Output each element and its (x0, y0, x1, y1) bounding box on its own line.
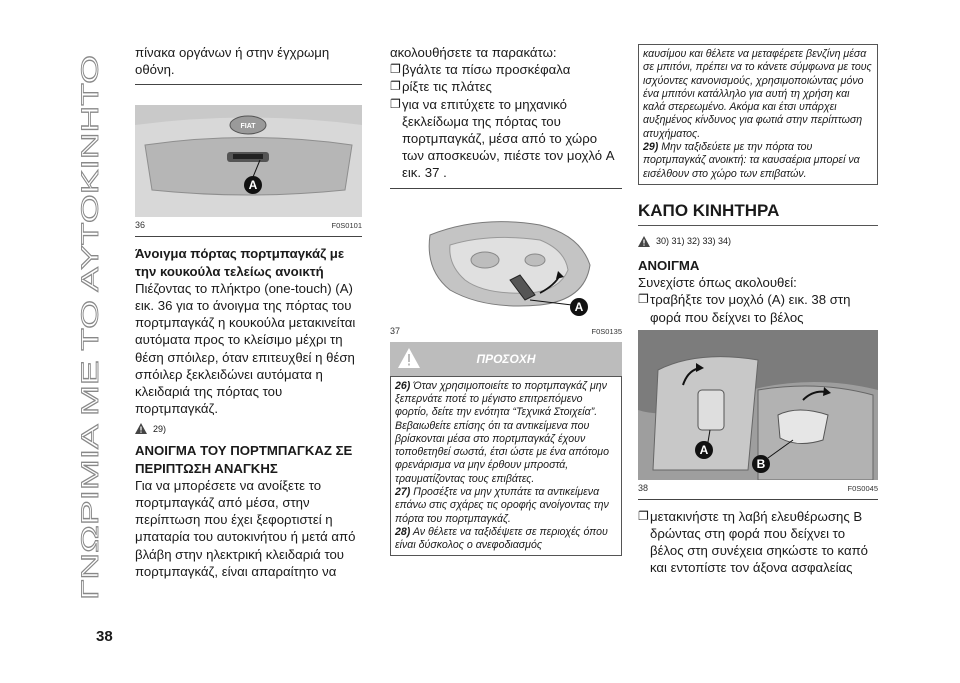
list-item: ❐ μετακινήστε τη λαβή ελευθέρωσης B δρώντας στη φορά που δείχνει το βέλος στη συνέχεια σηκώστε το καπό και εντοπίστε τον άξονα ασφαλείας (638, 508, 869, 576)
callout-b-label: B (756, 456, 766, 471)
figure-number: 37 (390, 325, 401, 336)
col3-intro: Συνεχίστε όπως ακολουθεί: (638, 275, 797, 291)
svg-text:FIAT: FIAT (240, 123, 256, 131)
column-1 (135, 44, 362, 580)
bullet-icon: ❐ (390, 79, 401, 94)
figure-caption (135, 220, 362, 230)
warning-item: καυσίμου και θέλετε να μεταφέρετε βενζίνη μέσα σε μπιτόνι, πρέπει να το κάνετε σύμφωνα με τους ισχύοντες κανονισμούς, χρησιμοποιώντας μόνο ένα μπιτόνι κατάλληλο για αυτή τη χρήση και καλά στερεωμένο. Ακόμα και έτσι υπάρχει αυξημένος κίνδυνος για φωτιά στην περίπτωση ατυχήματος. (643, 48, 872, 140)
column-3 (638, 44, 878, 577)
heading-open-trunk-roof: Άνοιγμα πόρτας πορτμπαγκάζ με την κουκούλα τελείως ανοικτή (135, 246, 345, 279)
warning-item: 26) Όταν χρησιμοποιείτε το πορτμπαγκάζ μην ξεπερνάτε ποτέ το μέγιστο επιτρεπόμενο φορτίο, δείτε την ενότητα “Τεχνικά Στοιχεία”. Βεβαιωθείτε επίσης ότι τα αντικείμενα που βρίσκονται μέσα στο πορτμπαγκάζ έχουν τοποθετηθεί σωστά, έτσι ώστε με ένα απότομο φρενάρισμα να μην έρθουν μπροστά, τραυματίζοντας τους επιβάτες. (395, 379, 609, 485)
warning-box (390, 376, 622, 557)
warning-box-continued (638, 44, 878, 185)
warning-references (638, 236, 878, 247)
paragraph-emergency-open: Για να μπορέσετε να ανοίξετε το πορτμπαγκάζ από μέσα, στην περίπτωση που έχει ξεφορτιστεί η μπαταρία του αυτοκινήτου ή μετά από βλάβη στην ηλεκτρική κλειδαριά του πορτμπαγκάζ, είναι απαραίτητο να (135, 477, 356, 579)
warning-triangle-icon (398, 348, 420, 368)
section-title: ΚΑΠΟ ΚΙΝΗΤΗΡΑ (638, 201, 878, 226)
side-title-text: ΓΝΩΡΙΜΙΑ ΜΕ ΤΟ ΑΥΤΟΚΙΝΗΤΟ (77, 246, 104, 600)
hood-release-illustration (638, 330, 878, 480)
figure-38 (638, 330, 878, 493)
list-item: ❐ ρίξτε τις πλάτες (390, 79, 492, 95)
list-item: ❐ για να επιτύχετε το μηχανικό ξεκλείδωμα της πόρτας του πορτμπαγκάζ, μέσα από το χώρο των αποσκευών, πιέστε τον μοχλό A εικ. 37 . (390, 96, 614, 181)
heading-opening: ΑΝΟΙΓΜΑ (638, 257, 700, 273)
side-chapter-title (68, 40, 108, 600)
figure-caption (638, 483, 878, 493)
col1-intro: πίνακα οργάνων ή στην έγχρωμη οθόνη. (135, 45, 330, 78)
warning-title: ΠΡΟΣΟΧΗ (476, 351, 536, 366)
warning-header (390, 342, 622, 376)
figure-code: F0S0101 (331, 221, 362, 231)
divider (638, 499, 878, 500)
bullet-icon: ❐ (638, 508, 649, 523)
warning-item: 28) Αν θέλετε να ταξιδέψετε σε περιοχές όπου είναι δύσκολος ο ανεφοδιασμός (395, 525, 608, 552)
bullet-icon: ❐ (390, 96, 401, 111)
col2-intro: ακολουθήσετε τα παρακάτω: (390, 45, 557, 60)
list-item: ❐ βγάλτε τα πίσω προσκέφαλα (390, 62, 571, 78)
column-2 (390, 44, 622, 556)
warning-triangle-icon (135, 423, 147, 434)
trunk-lever-illustration (390, 205, 622, 323)
paragraph-open-trunk-roof: Πιέζοντας το πλήκτρο (one-touch) (A) εικ. 36 για το άνοιγμα της πόρτας του πορτμπαγκάζ η κουκούλα μετακινείται αυτόματα προς το κλείσιμο μέχρι τη θέση σπόιλερ, όταν επιτευχθεί η θέση σπόιλερ ξεκλειδώνει αυτόματα η κλειδαριά της πόρτας του πορτμπαγκάζ. (135, 280, 356, 417)
bullet-icon: ❐ (390, 62, 401, 77)
warning-item: 27) Προσέξτε να μην χτυπάτε τα αντικείμενα επάνω στις σχάρες τις οροφής ανοίγοντας την πόρτα του πορτμπαγκάζ. (395, 486, 609, 525)
warning-reference (135, 423, 362, 434)
heading-emergency-open: ΑΝΟΙΓΜΑ ΤΟΥ ΠΟΡΤΜΠΑΓΚΑΖ ΣΕ ΠΕΡΙΠΤΩΣΗ ΑΝΑΓΚΗΣ (135, 443, 353, 476)
page-number: 38 (96, 628, 113, 645)
warning-item: 29) Μην ταξιδεύετε με την πόρτα του πορτμπαγκάζ ανοικτή: τα καυσαέρια μπορεί να εισέλθουν στο χώρο των επιβατών. (643, 141, 860, 180)
divider (390, 188, 622, 189)
figure-code: F0S0135 (591, 326, 622, 336)
figure-number: 36 (135, 220, 146, 231)
divider (135, 236, 362, 237)
list-item: ❐ τραβήξτε τον μοχλό (A) εικ. 38 στη φορά που δείχνει το βέλος (638, 292, 851, 325)
figure-caption (390, 326, 622, 336)
trunk-lid-illustration (135, 105, 362, 217)
callout-a-label: A (699, 442, 709, 457)
callout-a-label: A (574, 299, 584, 314)
figure-36 (135, 105, 362, 230)
figure-37 (390, 205, 622, 336)
callout-a-label: A (248, 178, 258, 193)
warning-ref-number: 29) (153, 423, 167, 434)
divider (135, 84, 362, 85)
reference-numbers: 30) 31) 32) 33) 34) (656, 236, 732, 247)
figure-number: 38 (638, 482, 649, 493)
figure-code: F0S0045 (847, 483, 878, 493)
warning-triangle-icon (638, 236, 650, 247)
bullet-icon: ❐ (638, 292, 649, 307)
